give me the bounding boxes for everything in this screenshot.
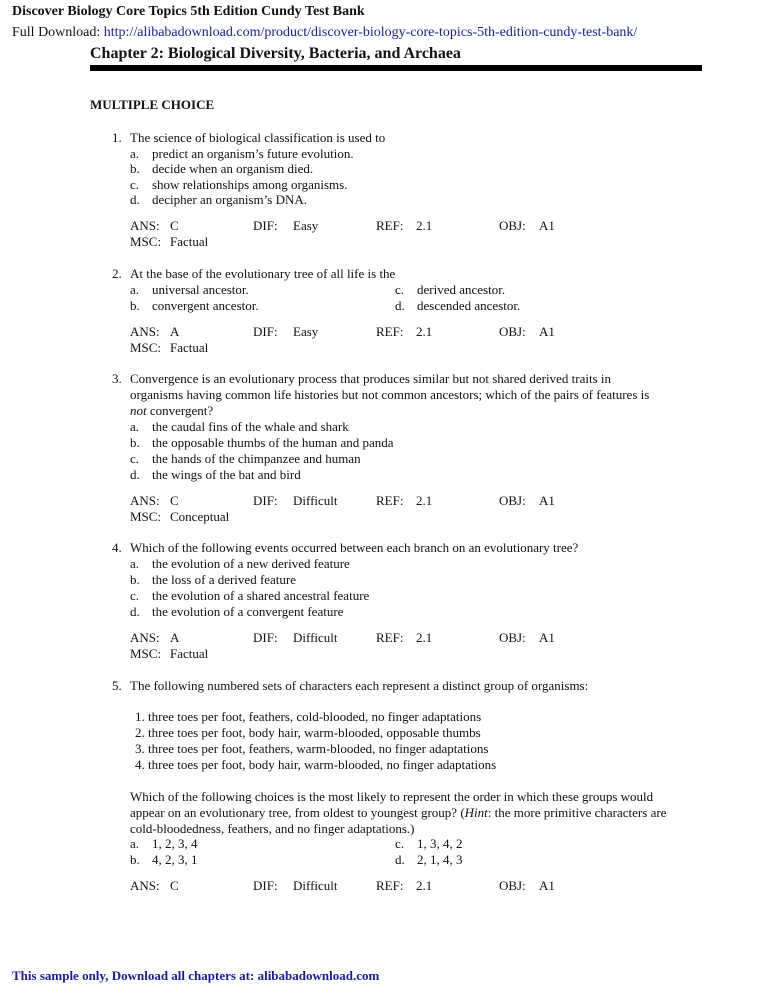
option-text: convergent ancestor.: [152, 298, 259, 313]
question-text: Which of the following choices is the most likely to represent the order in which these groups would: [130, 789, 654, 804]
ans-value: C: [170, 493, 179, 508]
option-letter: d.: [130, 467, 140, 482]
option-text: the evolution of a shared ancestral feature: [152, 588, 370, 603]
ref-value: 2.1: [416, 878, 433, 893]
ref-label: REF:: [376, 218, 404, 233]
msc-value: Factual: [170, 234, 209, 249]
question-number: 5.: [112, 678, 122, 693]
dif-value: Difficult: [293, 878, 338, 893]
hint-label: Hint: [464, 805, 488, 820]
question-text: cold-bloodedness, feathers, and no finger adaptations.): [130, 821, 415, 836]
dif-label: DIF:: [253, 878, 278, 893]
msc-value: Factual: [170, 340, 209, 355]
option-letter: b.: [130, 161, 140, 176]
download-label: Full Download:: [12, 25, 101, 40]
ref-label: REF:: [376, 493, 404, 508]
option-text: 4, 2, 3, 1: [152, 852, 198, 867]
ref-value: 2.1: [416, 218, 433, 233]
ans-label: ANS:: [130, 630, 160, 645]
option-text: the evolution of a new derived feature: [152, 556, 350, 571]
organism-group: 1. three toes per foot, feathers, cold-blooded, no finger adaptations: [135, 709, 482, 724]
question-text: Convergence is an evolutionary process that produces similar but not shared derived traits in: [130, 371, 611, 386]
ans-value: A: [170, 630, 180, 645]
option-letter: a.: [130, 282, 140, 297]
ref-label: REF:: [376, 878, 404, 893]
section-title: MULTIPLE CHOICE: [90, 97, 215, 112]
dif-label: DIF:: [253, 630, 278, 645]
obj-value: A1: [539, 878, 555, 893]
ans-value: C: [170, 218, 179, 233]
question-text: The science of biological classification is used to: [130, 130, 386, 145]
emphasis: not: [130, 403, 147, 418]
option-letter: c.: [130, 451, 140, 466]
dif-value: Difficult: [293, 493, 338, 508]
option-letter: d.: [395, 852, 405, 867]
obj-value: A1: [539, 630, 555, 645]
msc-value: Conceptual: [170, 509, 230, 524]
option-text: the hands of the chimpanzee and human: [152, 451, 361, 466]
option-letter: a.: [130, 146, 140, 161]
msc-label: MSC:: [130, 234, 162, 249]
option-letter: c.: [395, 836, 405, 851]
obj-value: A1: [539, 324, 555, 339]
dif-value: Easy: [293, 324, 319, 339]
question-text: appear on an evolutionary tree, from oldest to youngest group? (: [130, 805, 465, 820]
option-text: descended ancestor.: [417, 298, 521, 313]
option-text: the evolution of a convergent feature: [152, 604, 344, 619]
ans-label: ANS:: [130, 218, 160, 233]
option-letter: c.: [130, 177, 140, 192]
option-letter: b.: [130, 852, 140, 867]
question-text: At the base of the evolutionary tree of all life is the: [130, 266, 396, 281]
option-text: decipher an organism’s DNA.: [152, 192, 308, 207]
ref-value: 2.1: [416, 324, 433, 339]
ans-value: A: [170, 324, 180, 339]
obj-value: A1: [539, 493, 555, 508]
dif-label: DIF:: [253, 218, 278, 233]
dif-value: Difficult: [293, 630, 338, 645]
obj-label: OBJ:: [499, 630, 526, 645]
document-title: Discover Biology Core Topics 5th Edition Cundy Test Bank: [12, 4, 365, 19]
obj-label: OBJ:: [499, 218, 526, 233]
option-letter: a.: [130, 419, 140, 434]
option-letter: d.: [130, 192, 140, 207]
question-text: [130, 403, 213, 419]
msc-label: MSC:: [130, 340, 162, 355]
option-letter: b.: [130, 572, 140, 587]
option-text: the wings of the bat and bird: [152, 467, 301, 482]
ans-label: ANS:: [130, 324, 160, 339]
option-text: derived ancestor.: [417, 282, 506, 297]
ans-label: ANS:: [130, 878, 160, 893]
obj-label: OBJ:: [499, 324, 526, 339]
option-letter: d.: [130, 604, 140, 619]
ref-value: 2.1: [416, 630, 433, 645]
chapter-title: Chapter 2: Biological Diversity, Bacteria, and Archaea: [90, 45, 461, 62]
question-text: Which of the following events occurred between each branch on an evolutionary tree?: [130, 540, 579, 555]
option-text: 2, 1, 4, 3: [417, 852, 463, 867]
option-letter: c.: [395, 282, 405, 297]
option-text: 1, 2, 3, 4: [152, 836, 198, 851]
question-number: 1.: [112, 130, 122, 145]
question-text: The following numbered sets of characters each represent a distinct group of organisms:: [130, 678, 589, 693]
msc-label: MSC:: [130, 646, 162, 661]
question-text: convergent?: [146, 403, 214, 418]
question-text: [130, 805, 666, 821]
option-text: show relationships among organisms.: [152, 177, 348, 192]
organism-group: 4. three toes per foot, body hair, warm-blooded, no finger adaptations: [135, 757, 497, 772]
option-letter: a.: [130, 556, 140, 571]
option-letter: c.: [130, 588, 140, 603]
msc-value: Factual: [170, 646, 209, 661]
option-text: predict an organism’s future evolution.: [152, 146, 354, 161]
option-text: the loss of a derived feature: [152, 572, 297, 587]
msc-label: MSC:: [130, 509, 162, 524]
question-text: : the more primitive characters are: [487, 805, 667, 820]
obj-label: OBJ:: [499, 878, 526, 893]
dif-label: DIF:: [253, 324, 278, 339]
option-text: 1, 3, 4, 2: [417, 836, 463, 851]
footer-download-link[interactable]: This sample only, Download all chapters at: alibabadownload.com: [12, 968, 380, 983]
ref-label: REF:: [376, 324, 404, 339]
question-number: 2.: [112, 266, 122, 281]
dif-label: DIF:: [253, 493, 278, 508]
dif-value: Easy: [293, 218, 319, 233]
option-letter: a.: [130, 836, 140, 851]
option-letter: b.: [130, 298, 140, 313]
ans-label: ANS:: [130, 493, 160, 508]
download-line: [12, 25, 637, 41]
option-text: the caudal fins of the whale and shark: [152, 419, 349, 434]
ans-value: C: [170, 878, 179, 893]
obj-label: OBJ:: [499, 493, 526, 508]
option-letter: d.: [395, 298, 405, 313]
option-text: the opposable thumbs of the human and panda: [152, 435, 394, 450]
organism-group: 2. three toes per foot, body hair, warm-blooded, opposable thumbs: [135, 725, 481, 740]
option-text: universal ancestor.: [152, 282, 249, 297]
option-letter: b.: [130, 435, 140, 450]
question-number: 4.: [112, 540, 122, 555]
obj-value: A1: [539, 218, 555, 233]
title-divider: [90, 65, 702, 71]
question-number: 3.: [112, 371, 122, 386]
organism-group: 3. three toes per foot, feathers, warm-blooded, no finger adaptations: [135, 741, 489, 756]
ref-label: REF:: [376, 630, 404, 645]
option-text: decide when an organism died.: [152, 161, 314, 176]
question-text: organisms having common life histories but not common ancestors; which of the pairs of features is: [130, 387, 650, 402]
download-link[interactable]: http://alibabadownload.com/product/discover-biology-core-topics-5th-edition-cundy-test-bank/: [103, 25, 638, 40]
ref-value: 2.1: [416, 493, 433, 508]
